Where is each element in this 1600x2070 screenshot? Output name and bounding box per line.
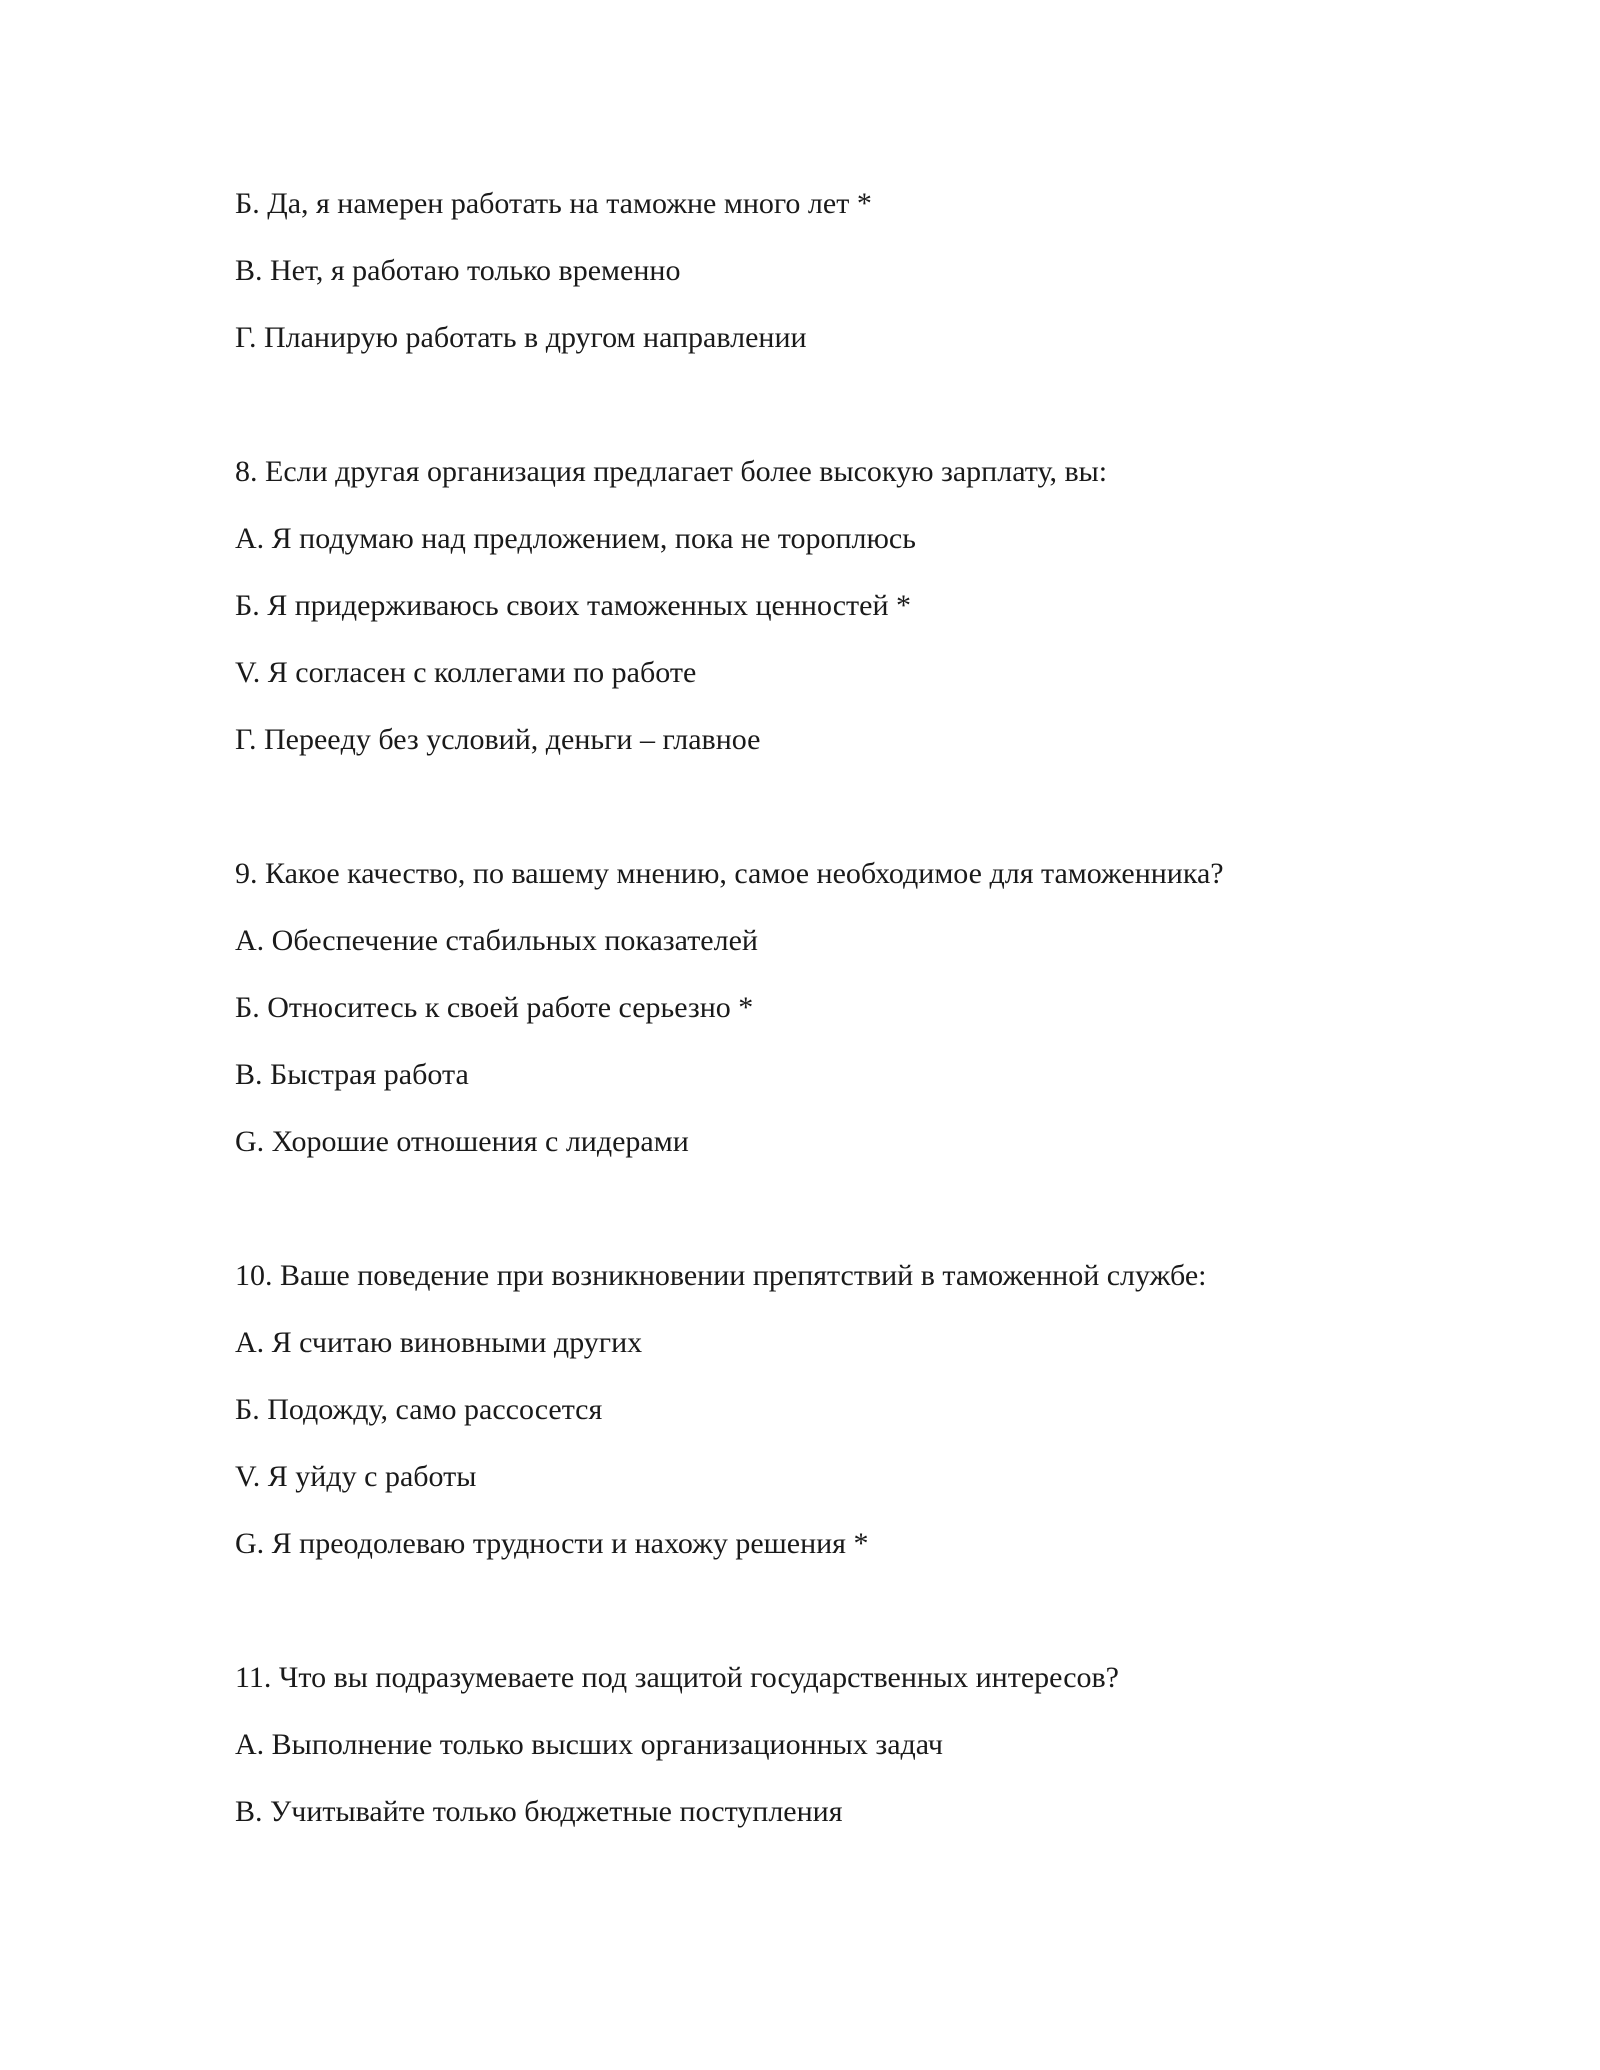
- option-line: Б. Я придерживаюсь своих таможенных ценностей *: [235, 589, 911, 622]
- option-line: В. Быстрая работа: [235, 1058, 469, 1091]
- option-line: В. Нет, я работаю только временно: [235, 254, 681, 287]
- option-line: V. Я уйду с работы: [235, 1460, 477, 1493]
- option-line: А. Выполнение только высших организационных задач: [235, 1728, 943, 1761]
- paragraph-gap: [235, 1191, 1385, 1258]
- option-line: G. Хорошие отношения с лидерами: [235, 1125, 689, 1158]
- document-body: [235, 186, 1385, 1861]
- paragraph-gap: [235, 789, 1385, 856]
- option-line: А. Я подумаю над предложением, пока не тороплюсь: [235, 522, 916, 555]
- option-line: Г. Планирую работать в другом направлении: [235, 321, 807, 354]
- question-text: 11. Что вы подразумеваете под защитой государственных интересов?: [235, 1661, 1119, 1694]
- option-line: V. Я согласен с коллегами по работе: [235, 656, 697, 689]
- option-line: G. Я преодолеваю трудности и нахожу решения *: [235, 1527, 869, 1560]
- option-line: Г. Переeду без условий, деньги – главное: [235, 723, 761, 756]
- question-text: 9. Какое качество, по вашему мнению, самое необходимое для таможенника?: [235, 857, 1224, 890]
- option-line: А. Обеспечение стабильных показателей: [235, 924, 758, 957]
- option-line: Б. Относитесь к своей работе серьезно *: [235, 991, 754, 1024]
- paragraph-gap: [235, 387, 1385, 454]
- paragraph-gap: [235, 1593, 1385, 1660]
- option-line: Б. Подожду, само рассосется: [235, 1393, 603, 1426]
- option-line: Б. Да, я намерен работать на таможне много лет *: [235, 187, 872, 220]
- option-line: В. Учитывайте только бюджетные поступления: [235, 1795, 843, 1828]
- question-text: 8. Если другая организация предлагает более высокую зарплату, вы:: [235, 455, 1108, 488]
- question-text: 10. Ваше поведение при возникновении препятствий в таможенной службе:: [235, 1259, 1207, 1292]
- option-line: А. Я считаю виновными других: [235, 1326, 643, 1359]
